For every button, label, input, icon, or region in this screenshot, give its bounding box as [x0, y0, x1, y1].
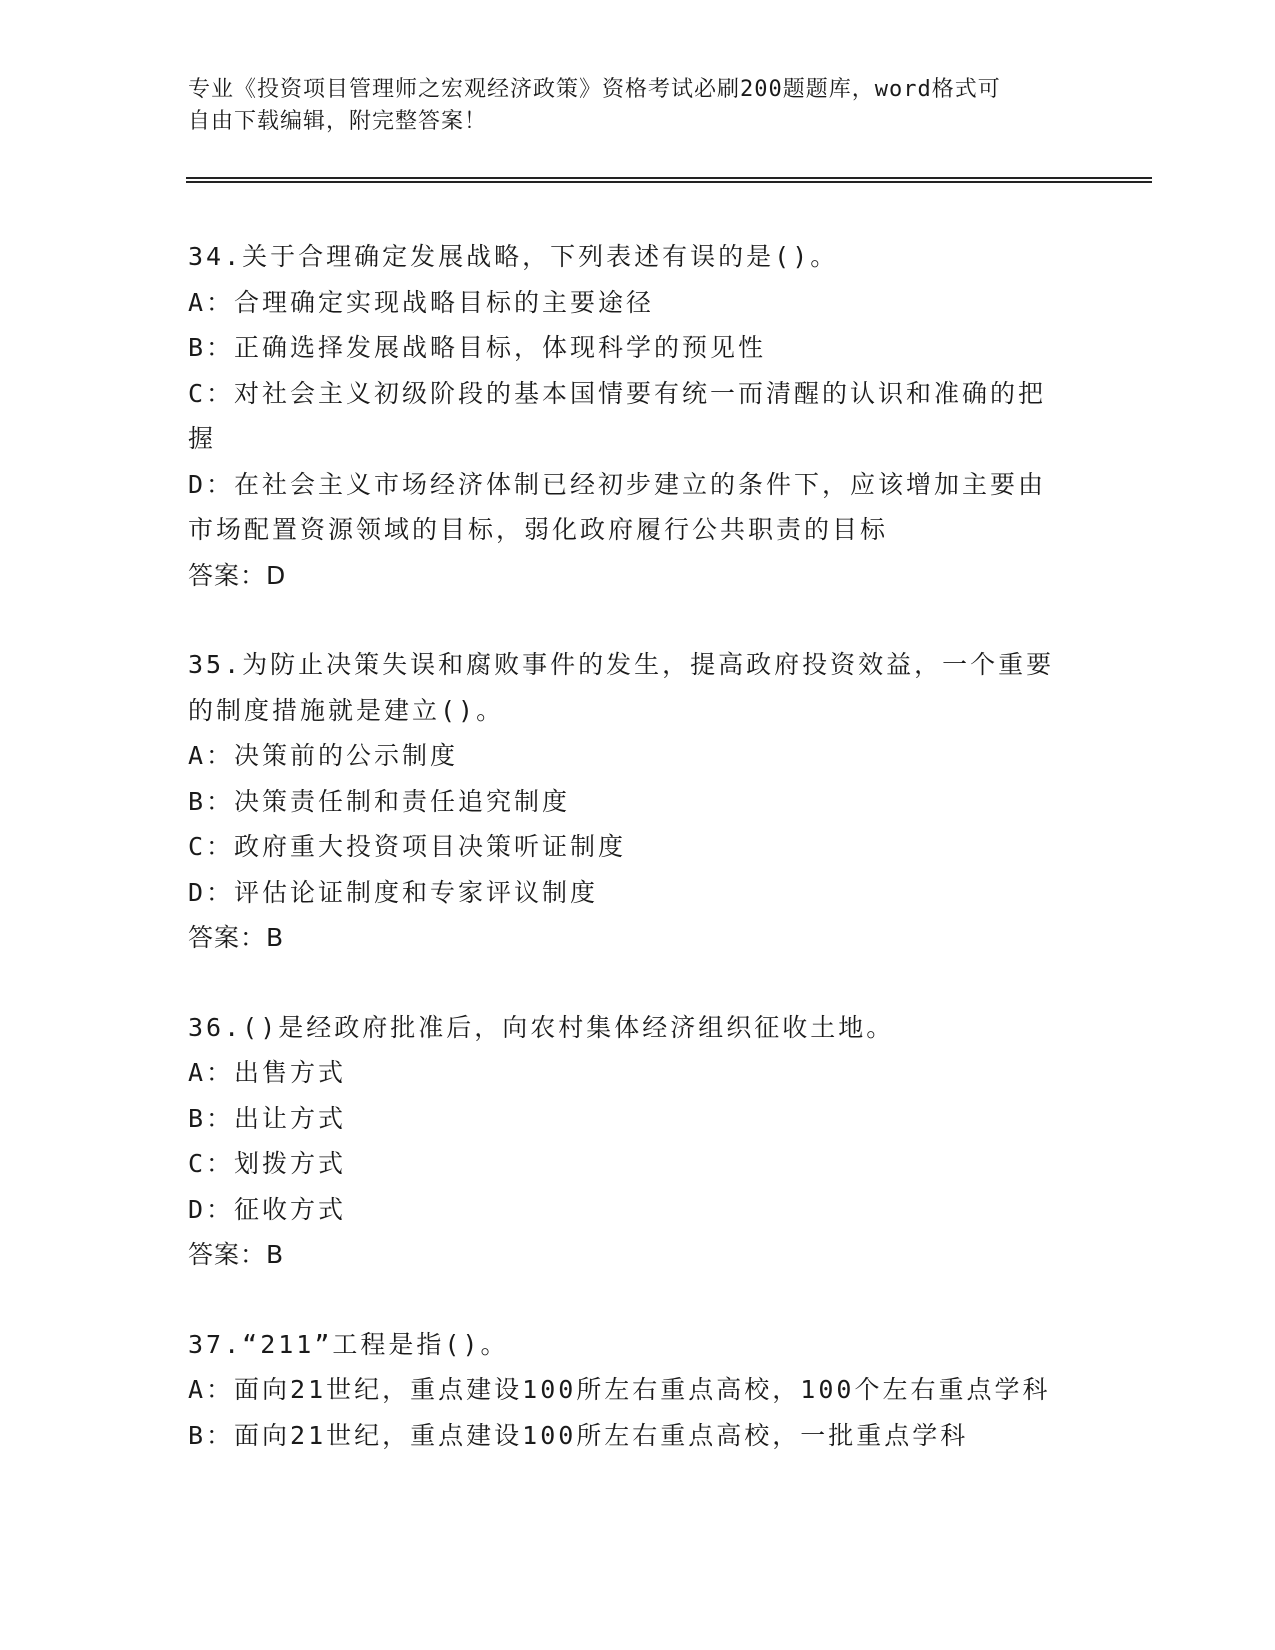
- option-c: C：划拨方式: [188, 1149, 347, 1178]
- question-36: [188, 1005, 1088, 1278]
- option-a: A：面向21世纪，重点建设100所左右重点高校，100个左右重点学科: [188, 1375, 1051, 1404]
- header-line-1: 专业《投资项目管理师之宏观经济政策》资格考试必刷200题题库，word格式可: [188, 77, 1001, 102]
- option-d: D：评估论证制度和专家评议制度: [188, 877, 599, 907]
- answer-label: 答案：B: [188, 1240, 285, 1269]
- question-34: [188, 234, 1088, 598]
- option-a: A：出售方式: [188, 1058, 347, 1087]
- answer-label: 答案：D: [188, 560, 287, 590]
- option-b: B：面向21世纪，重点建设100所左右重点高校，一批重点学科: [188, 1420, 969, 1450]
- question-stem: 36.()是经政府批准后，向农村集体经济组织征收土地。: [188, 1012, 895, 1042]
- question-stem: 37.“211”工程是指()。: [188, 1329, 509, 1359]
- option-d: D：征收方式: [188, 1194, 347, 1224]
- option-c: C：政府重大投资项目决策听证制度: [188, 832, 627, 861]
- header-divider-bottom: [186, 181, 1152, 183]
- question-stem: 35.为防止决策失误和腐败事件的发生，提高政府投资效益，一个重要: [188, 650, 1055, 679]
- option-b: B：正确选择发展战略目标，体现科学的预见性: [188, 333, 767, 362]
- header-divider-top: [186, 177, 1152, 179]
- question-list: [188, 234, 1088, 1502]
- option-d: D：在社会主义市场经济体制已经初步建立的条件下，应该增加主要由: [188, 469, 1047, 499]
- option-a: A：合理确定实现战略目标的主要途径: [188, 287, 655, 317]
- header-line-2: 自由下载编辑，附完整答案！: [188, 109, 488, 134]
- option-b: B：决策责任制和责任追究制度: [188, 786, 571, 816]
- question-stem-continued: 的制度措施就是建立()。: [188, 695, 505, 725]
- question-35: [188, 642, 1088, 961]
- document-header: [188, 74, 1068, 138]
- option-a: A：决策前的公示制度: [188, 741, 459, 770]
- question-37: [188, 1322, 1088, 1459]
- answer-label: 答案：B: [188, 923, 285, 952]
- question-stem: 34.关于合理确定发展战略，下列表述有误的是()。: [188, 242, 839, 271]
- option-c-continued: 握: [188, 424, 217, 453]
- option-d-continued: 市场配置资源领域的目标，弱化政府履行公共职责的目标: [188, 515, 889, 544]
- option-b: B：出让方式: [188, 1103, 347, 1133]
- option-c: C：对社会主义初级阶段的基本国情要有统一而清醒的认识和准确的把: [188, 378, 1047, 408]
